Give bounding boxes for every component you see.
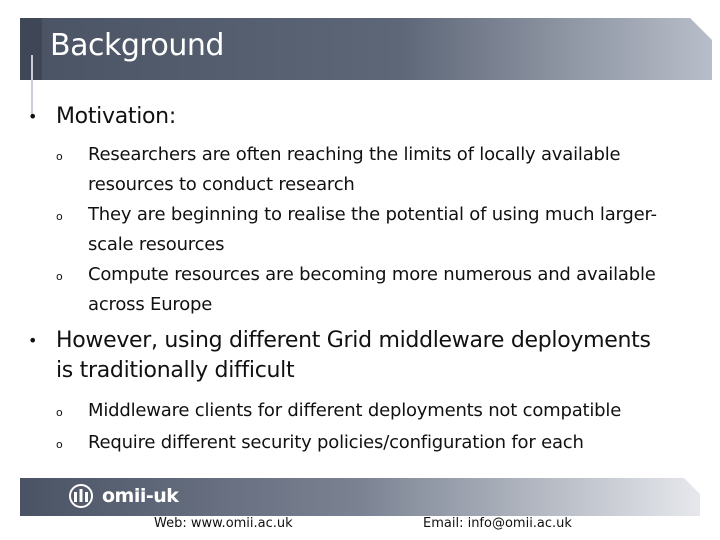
sub-bullet-marker: o: [56, 150, 63, 163]
omii-logo-icon: [66, 483, 96, 509]
sub-bullet-marker: o: [56, 438, 63, 451]
title-banner: [0, 0, 720, 88]
omii-uk-logo: [66, 483, 178, 509]
sub-bullet-marker: o: [56, 406, 63, 419]
sub-bullet-text: Middleware clients for different deployments not compatible: [88, 400, 622, 421]
sub-bullet-marker: o: [56, 210, 63, 223]
footer-web: Web: www.omii.ac.uk: [154, 516, 293, 531]
bullet-however: [28, 326, 696, 386]
sub-bullet-line: Compute resources are becoming more numerous and available: [88, 264, 656, 285]
sub-bullet-compute: [56, 260, 698, 320]
bullet-motivation: [28, 102, 696, 132]
sub-bullet-line: They are beginning to realise the potential of using much larger-: [88, 204, 657, 225]
footer-email: Email: info@omii.ac.uk: [423, 516, 572, 531]
sub-bullet-text: Require different security policies/configuration for each: [88, 432, 584, 453]
bullet-text: Motivation:: [56, 104, 176, 129]
sub-bullet-text: [88, 200, 698, 260]
logo-text: omii-uk: [102, 485, 179, 507]
sub-bullet-potential: [56, 200, 698, 260]
sub-bullet-line: scale resources: [88, 234, 225, 255]
bullet-text: [56, 326, 696, 386]
sub-bullet-line: resources to conduct research: [88, 174, 355, 195]
sub-bullet-clients: [56, 396, 698, 430]
bullet-dot: •: [28, 331, 38, 350]
bullet-line: However, using different Grid middleware deployments: [56, 328, 651, 353]
slide-title: Background: [50, 28, 224, 63]
bullet-line: is traditionally difficult: [56, 358, 295, 383]
sub-bullet-text: [88, 140, 698, 200]
sub-bullet-marker: o: [56, 270, 63, 283]
sub-bullet-text: [88, 260, 698, 320]
bullet-dot: •: [28, 107, 38, 126]
sub-bullet-line: Researchers are often reaching the limits of locally available: [88, 144, 621, 165]
sub-bullet-researchers: [56, 140, 698, 200]
sub-bullet-line: across Europe: [88, 294, 213, 315]
sub-bullet-security: [56, 428, 698, 462]
